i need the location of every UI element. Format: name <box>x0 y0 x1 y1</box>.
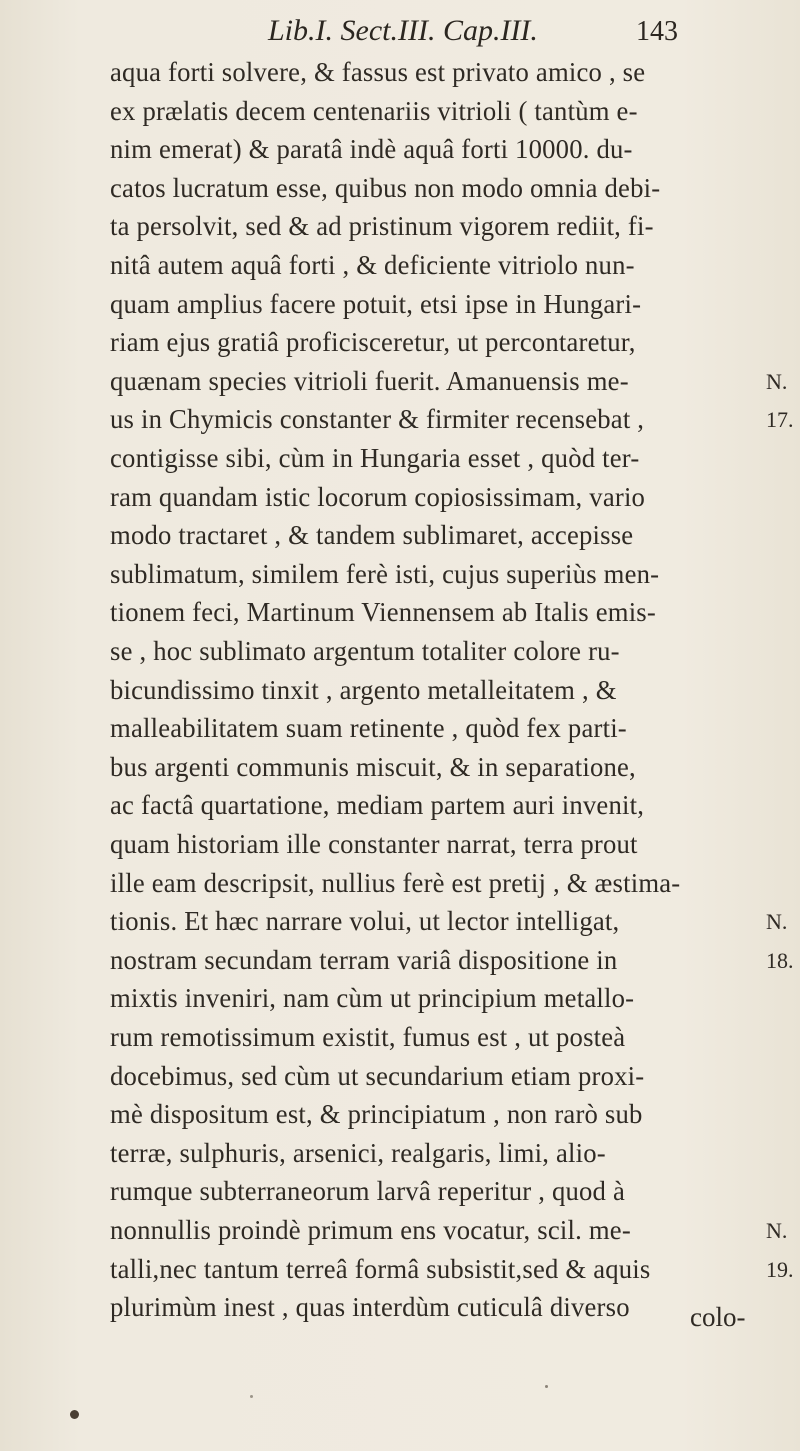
text-line: nonnullis proindè primum ens vocatur, scil. me- <box>110 1215 631 1245</box>
text-line: riam ejus gratiâ proficisceretur, ut percontaretur, <box>110 327 636 358</box>
text-line: ex prælatis decem centenariis vitrioli ( tantùm e- <box>110 95 638 126</box>
text-line: bicundissimo tinxit , argento metalleitatem , & <box>110 674 617 705</box>
marginal-note: 17. <box>766 407 794 433</box>
ink-spot <box>70 1410 79 1419</box>
text-line: nostram secundam terram variâ dispositione in <box>110 944 618 975</box>
text-line: se , hoc sublimato argentum totaliter colore ru- <box>110 636 620 666</box>
marginal-note: N. <box>766 1218 788 1243</box>
text-line: rumque subterraneorum larvâ reperitur , quod à <box>110 1176 626 1207</box>
text-line: ta persolvit, sed & ad pristinum vigorem rediit, fi- <box>110 211 654 242</box>
page-number: 143 <box>636 16 678 47</box>
marginal-note: 18. <box>766 947 794 973</box>
text-line: terræ, sulphuris, arsenici, realgaris, limi, alio- <box>110 1137 606 1168</box>
running-head-title: Lib.I. Sect.III. Cap.III. <box>268 14 538 47</box>
text-line: tionis. Et hæc narrare volui, ut lector intelligat, <box>110 906 620 937</box>
ink-speck <box>545 1385 548 1388</box>
text-line: quam amplius facere potuit, etsi ipse in Hungari- <box>110 288 642 319</box>
catchword: colo- <box>690 1302 746 1332</box>
text-line: mixtis inveniri, nam cùm ut principium metallo- <box>110 983 635 1014</box>
text-line: quænam species vitrioli fuerit. Amanuensis me- <box>110 365 629 396</box>
marginal-note: N. <box>766 368 788 394</box>
text-line: bus argenti communis miscuit, & in separatione, <box>110 751 636 782</box>
text-line: ram quandam istic locorum copiosissimam, vario <box>110 481 646 512</box>
text-line: tionem feci, Martinum Viennensem ab Italis emis- <box>110 597 656 628</box>
text-line: docebimus, sed cùm ut secundarium etiam proxi- <box>110 1060 645 1091</box>
text-line: nim emerat) & paratâ indè aquâ forti 10000. du- <box>110 134 633 165</box>
text-line: quam historiam ille constanter narrat, terra prout <box>110 829 638 859</box>
text-line: sublimatum, similem ferè isti, cujus superiùs men- <box>110 558 660 589</box>
text-line: us in Chymicis constanter & firmiter recensebat , <box>110 404 645 435</box>
text-line: malleabilitatem suam retinente , quòd fex parti- <box>110 713 627 744</box>
text-line: nitâ autem aquâ forti , & deficiente vitriolo nun- <box>110 250 635 280</box>
text-line: plurimùm inest , quas interdùm cuticulâ diverso <box>110 1292 630 1323</box>
text-line: mè dispositum est, & principiatum , non rarò sub <box>110 1099 643 1130</box>
text-line: rum remotissimum existit, fumus est , ut posteà <box>110 1022 626 1052</box>
marginal-note: 19. <box>766 1256 794 1282</box>
marginal-note: N. <box>766 909 788 935</box>
text-line: ille eam descripsit, nullius ferè est pretij , & æstima- <box>110 867 681 898</box>
text-line: contigisse sibi, cùm in Hungaria esset , quòd ter- <box>110 443 640 473</box>
running-head <box>0 14 800 54</box>
ink-speck <box>250 1395 253 1398</box>
text-line: ac factâ quartatione, mediam partem auri invenit, <box>110 790 645 821</box>
text-line: modo tractaret , & tandem sublimaret, accepisse <box>110 520 634 551</box>
text-line: aqua forti solvere, & fassus est privato amico , se <box>110 57 646 87</box>
text-line: talli,nec tantum terreâ formâ subsistit,sed & aquis <box>110 1253 651 1284</box>
text-line: catos lucratum esse, quibus non modo omnia debi- <box>110 172 661 203</box>
